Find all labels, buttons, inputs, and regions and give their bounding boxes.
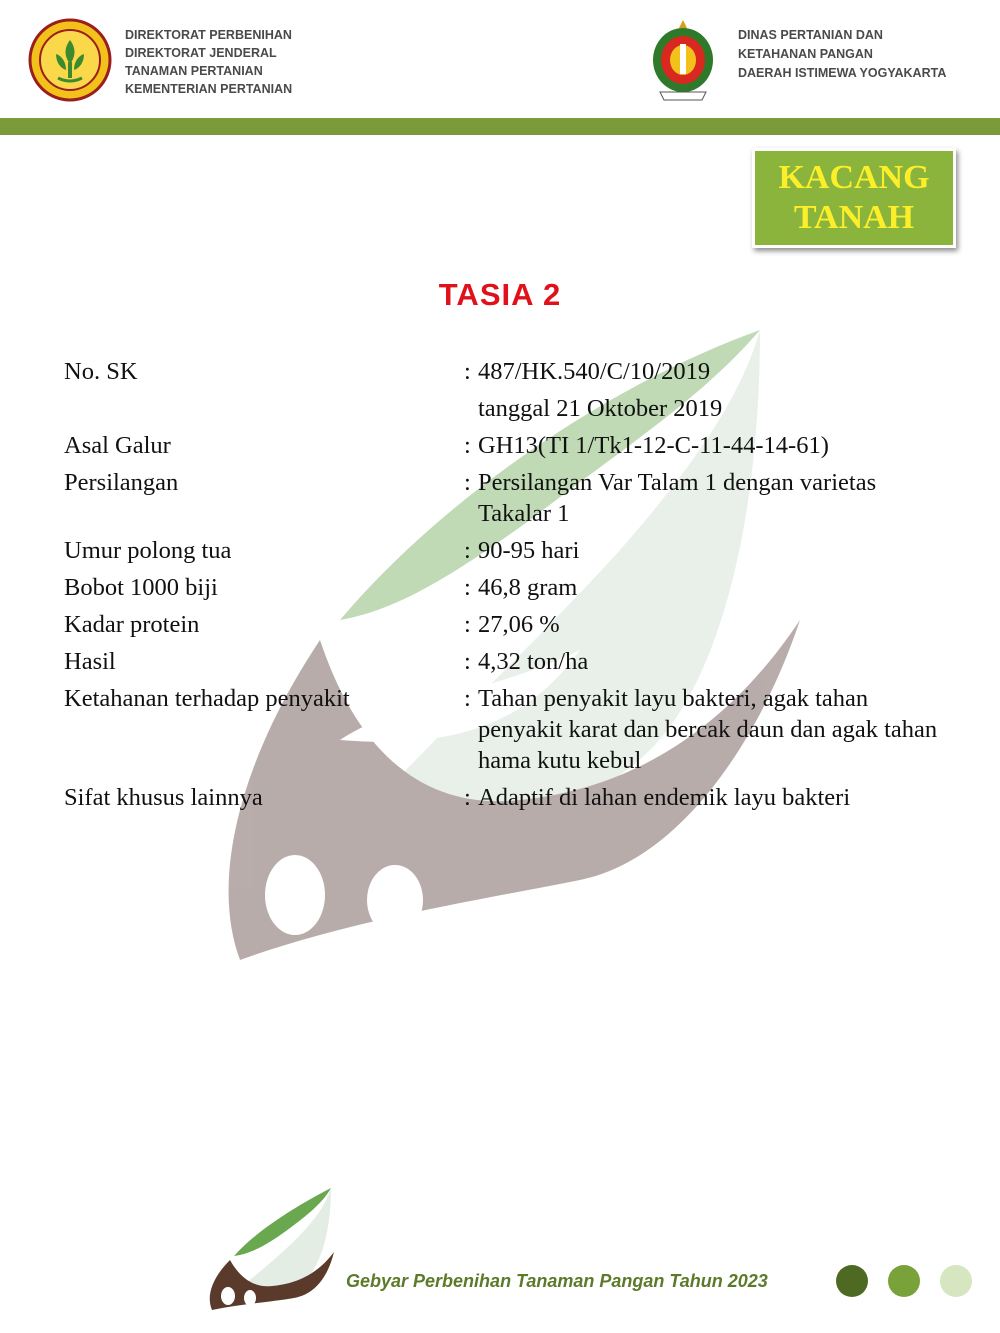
spec-colon: : bbox=[464, 358, 471, 385]
category-line: KACANG bbox=[778, 159, 930, 196]
spec-label: Ketahanan terhadap penyakit bbox=[64, 685, 350, 712]
spec-row bbox=[64, 393, 964, 424]
leaf-seed-logo-icon bbox=[206, 1186, 336, 1312]
spec-value: tanggal 21 Oktober 2019 bbox=[478, 395, 723, 422]
spec-value: Persilangan Var Talam 1 dengan varietas Takalar 1 bbox=[478, 469, 877, 527]
right-org-line: DINAS PERTANIAN DAN bbox=[738, 28, 883, 42]
spec-value: 46,8 gram bbox=[478, 574, 578, 601]
spec-label: Sifat khusus lainnya bbox=[64, 784, 263, 811]
spec-colon: : bbox=[464, 537, 471, 564]
spec-label: Kadar protein bbox=[64, 611, 200, 638]
spec-row bbox=[64, 535, 964, 566]
spec-row bbox=[64, 782, 964, 813]
spec-label bbox=[64, 393, 464, 424]
right-org-line: KETAHANAN PANGAN bbox=[738, 47, 873, 61]
spec-label: Umur polong tua bbox=[64, 537, 232, 564]
spec-label: No. SK bbox=[64, 358, 138, 385]
event-footer-text: Gebyar Perbenihan Tanaman Pangan Tahun 2023 bbox=[346, 1271, 768, 1291]
spec-value: 90-95 hari bbox=[478, 537, 580, 564]
left-organization-name bbox=[125, 26, 445, 98]
spec-row bbox=[64, 609, 964, 640]
spec-value: 487/HK.540/C/10/2019 bbox=[478, 358, 711, 385]
left-org-line: KEMENTERIAN PERTANIAN bbox=[125, 82, 293, 96]
spec-label: Asal Galur bbox=[64, 432, 171, 459]
spec-colon: : bbox=[464, 611, 471, 638]
spec-label: Hasil bbox=[64, 648, 116, 675]
right-organization-name bbox=[738, 26, 998, 83]
left-org-line: DIREKTORAT JENDERAL bbox=[125, 46, 277, 60]
category-line: TANAH bbox=[793, 199, 915, 236]
spec-row bbox=[64, 683, 964, 776]
spec-row bbox=[64, 572, 964, 603]
spec-colon: : bbox=[464, 432, 471, 459]
spec-colon: : bbox=[464, 574, 471, 601]
spec-colon bbox=[464, 393, 478, 424]
footer-dot bbox=[940, 1265, 972, 1297]
diy-crest-icon bbox=[646, 16, 720, 102]
left-org-line: DIREKTORAT PERBENIHAN bbox=[125, 28, 292, 42]
footer-dot bbox=[836, 1265, 868, 1297]
right-org-line: DAERAH ISTIMEWA YOGYAKARTA bbox=[738, 66, 947, 80]
spec-colon: : bbox=[464, 469, 471, 496]
spec-row bbox=[64, 646, 964, 677]
kementan-logo-icon bbox=[28, 18, 112, 102]
spec-row bbox=[64, 430, 964, 461]
spec-value: Adaptif di lahan endemik layu bakteri bbox=[478, 784, 851, 811]
variety-title: TASIA 2 bbox=[438, 277, 562, 312]
spec-value: 27,06 % bbox=[478, 611, 560, 638]
spec-row bbox=[64, 467, 964, 529]
spec-colon: : bbox=[464, 648, 471, 675]
spec-label: Bobot 1000 biji bbox=[64, 574, 218, 601]
spec-label: Persilangan bbox=[64, 469, 179, 496]
spec-value: 4,32 ton/ha bbox=[478, 648, 589, 675]
header-divider-bar bbox=[0, 118, 1000, 135]
left-org-line: TANAMAN PERTANIAN bbox=[125, 64, 263, 78]
spec-colon: : bbox=[464, 784, 471, 811]
category-badge bbox=[752, 148, 956, 248]
spec-row bbox=[64, 356, 964, 387]
spec-colon: : bbox=[464, 685, 471, 712]
specification-table bbox=[64, 356, 964, 813]
footer-dot bbox=[888, 1265, 920, 1297]
spec-value: GH13(TI 1/Tk1-12-C-11-44-14-61) bbox=[478, 432, 829, 459]
spec-value: Tahan penyakit layu bakteri, agak tahan penyakit karat dan bercak daun dan agak tahan hama kutu kebul bbox=[478, 685, 938, 774]
